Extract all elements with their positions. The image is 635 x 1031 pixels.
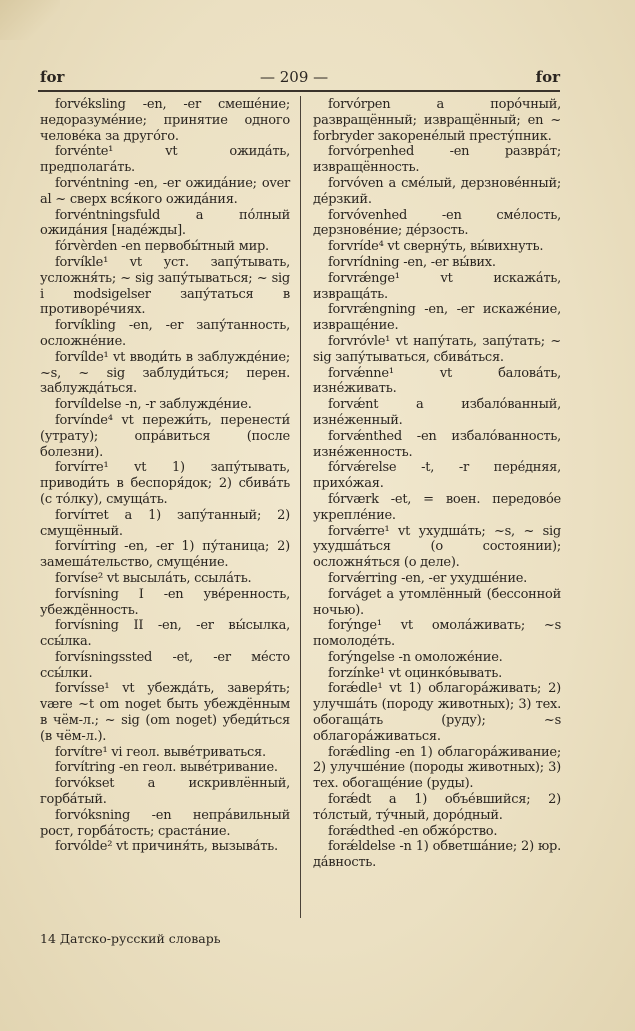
right-column xyxy=(313,97,561,871)
entry: forvírret a 1) запу́танный; 2) смущённый. xyxy=(40,507,290,539)
entry: forvénte¹ vt ожидáть, предполагáть. xyxy=(40,144,290,176)
entry: fórvǽrelse -t, -r перéдняя, прихóжая. xyxy=(313,460,561,492)
entry: forvókset a искривлённый, горбáтый. xyxy=(40,776,290,808)
entry: forǽdling -en 1) облагорáживание; 2) улучшéние (породы животных); 3) тех. обогащéние (руды). xyxy=(313,744,561,792)
header-rule xyxy=(38,90,560,92)
entry: forǽdle¹ vt 1) облагорáживать; 2) улучшáть (породу животных); 3) тех. обогащáть (руду); ~s облагорáживаться. xyxy=(313,681,561,744)
entry: forvísning II -en, -er вы́сылка, ссы́лка. xyxy=(40,618,290,650)
header-right-guideword: for xyxy=(535,68,560,86)
entry: forvóksning -en непрáвильный рост, горбáтость; срастáние. xyxy=(40,807,290,839)
entry: forvríde⁴ vt свернýть, вы́вихнуть. xyxy=(328,239,544,255)
entry: forvítre¹ vi геол. вывéтриваться. xyxy=(55,744,266,760)
entry: fórværk -et, = воен. передовóе укреплéние. xyxy=(313,491,561,523)
entry: forvísse¹ vt убеждáть, заверя́ть; være ~t om noget быть убеждённым в чём-л.; ~ sig (om noget) убеди́ться (в чём-л.). xyxy=(40,681,290,744)
entry: forvólde² vt причиня́ть, вызывáть. xyxy=(55,839,278,855)
entry: forvrǽngning -en, -er искажéние, извращéние. xyxy=(313,302,561,334)
entry: forvítring -en геол. вывéтривание. xyxy=(55,760,278,776)
entry: forvísning I -en увéренность, убеждённость. xyxy=(40,586,290,618)
page-number: — 209 — xyxy=(260,68,329,86)
entry: forvórpen a порóчный, развращённый; извращённый; en ~ forbryder закоренéлый престу́пник. xyxy=(313,97,561,144)
entry: forvíldelse -n, -r заблуждéние. xyxy=(55,397,252,413)
entry: forvíkle¹ vt уст. запу́тывать, усложня́ть; ~ sig запу́тываться; ~ sig i modsigelser запу́таться в противорéчиях. xyxy=(40,254,290,318)
entry: forvóven a смéлый, дерзновéнный; дéрзкий. xyxy=(313,175,561,207)
entry: forvísningssted -et, -er мéсто ссы́лки. xyxy=(40,649,290,681)
left-column xyxy=(40,97,290,855)
entry: forvǽrre¹ vt ухудшáть; ~s, ~ sig ухудшáться (о состоянии); осложня́ться (о деле). xyxy=(313,523,561,571)
entry: forvílde¹ vt вводи́ть в заблуждéние; ~s, ~ sig заблуди́ться; перен. заблуждáться. xyxy=(40,349,290,397)
entry: forvíkling -en, -er запу́танность, осложнéние. xyxy=(40,318,290,349)
entry: forvóvenhed -en смéлость, дерзновéние; дéрзость. xyxy=(313,207,561,239)
entry: forýnge¹ vt омолáживать; ~s помолодéть. xyxy=(313,618,561,650)
entry: forvéntning -en, -er ожидáние; over al ~ сверх вся́кого ожидáния. xyxy=(40,175,290,207)
entry: forvírring -en, -er 1) пу́таница; 2) замешáтельство, смущéние. xyxy=(40,539,290,571)
entry: forvǽrring -en, -er ухудшéние. xyxy=(328,570,528,586)
column-divider xyxy=(300,96,301,918)
entry: forvróvle¹ vt напу́тать, запу́тать; ~ sig запу́тываться, сбивáться. xyxy=(313,333,561,365)
entry: forvéntningsfuld a пóлный ожидáния [надéжды]. xyxy=(40,207,290,239)
entry: forǽdthed -en обжóрство. xyxy=(328,823,498,839)
entry: forváget a утомлённый (бессонной ночью). xyxy=(313,586,561,618)
folded-corner xyxy=(0,0,60,40)
entry: forvrídning -en, -er вы́вих. xyxy=(328,254,496,270)
page-header xyxy=(40,68,560,90)
page-footer: 14 Датско-русский словарь xyxy=(40,931,221,946)
entry: forvǽnt a избалóванный, изнéженный. xyxy=(313,397,561,428)
entry: forýngelse -n омоложéние. xyxy=(328,649,503,665)
header-left-guideword: for xyxy=(40,68,65,86)
entry: forǽdt a 1) объéвшийся; 2) тóлстый, ту́чный, дорóдный. xyxy=(313,792,561,823)
entry: forǽldelse -n 1) обветшáние; 2) юр. дáвность. xyxy=(313,839,561,871)
entry: forvínde⁴ vt пережи́ть, перенести́ (утрату); опрáвиться (после болезни). xyxy=(40,412,290,460)
entry: forvrǽnge¹ vt искажáть, извращáть. xyxy=(313,270,561,302)
entry: fórvèrden -en первобы́тный мир. xyxy=(55,239,269,255)
entry: forzínke¹ vt оцинкóвывать. xyxy=(328,665,502,681)
entry: forvórpenhed -en развpáт; извращённость. xyxy=(313,144,561,176)
entry: forvéksling -en, -er смешéние; недоразумéние; принятие одного человéка за другóго. xyxy=(40,97,290,144)
entry: forvǽnthed -en избалóванность, изнéженность. xyxy=(313,428,561,460)
entry: forvírre¹ vt 1) запу́тывать, приводи́ть в беспоря́док; 2) сбивáть (с тóлку), смущáть. xyxy=(40,460,290,507)
entry: forvíse² vt высылáть, ссылáть. xyxy=(55,570,252,586)
entry: forvǽnne¹ vt баловáть, изнéживать. xyxy=(313,365,561,397)
